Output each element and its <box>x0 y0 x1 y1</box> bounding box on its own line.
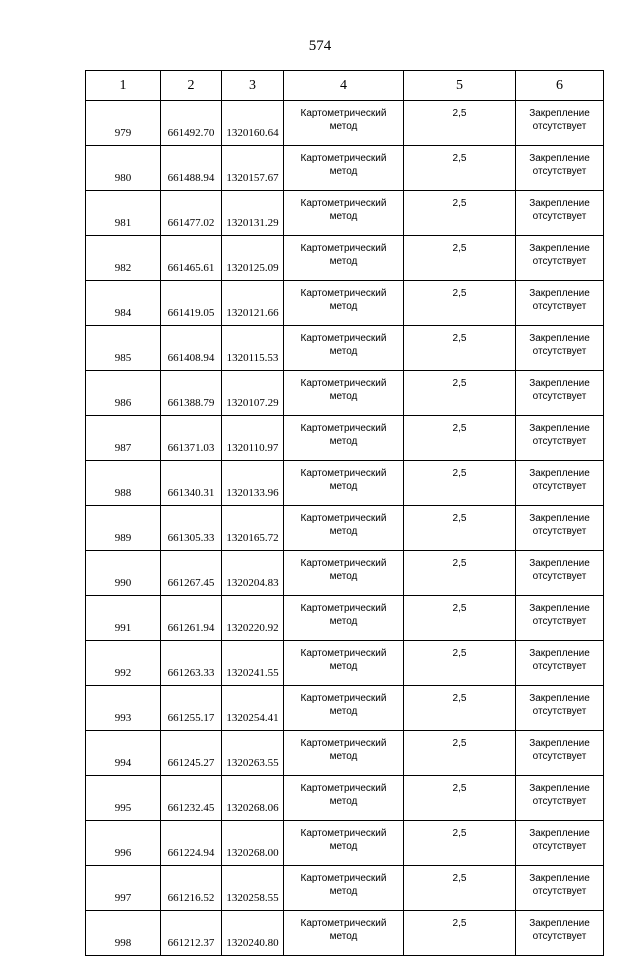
coordinate-y: 1320268.06 <box>222 776 284 821</box>
coordinate-x: 661263.33 <box>161 641 222 686</box>
method-cell <box>284 866 404 911</box>
table-row <box>86 416 604 461</box>
accuracy-cell: 2,5 <box>404 551 516 596</box>
point-number: 979 <box>86 101 161 146</box>
point-number: 993 <box>86 686 161 731</box>
method-line-1: Картометрический <box>300 423 387 434</box>
fixation-line-1: Закрепление <box>529 648 590 659</box>
method-line-2: метод <box>329 661 358 672</box>
table-row <box>86 506 604 551</box>
fixation-line-2: отсутствует <box>532 706 587 717</box>
table-row <box>86 641 604 686</box>
fixation-line-2: отсутствует <box>532 166 587 177</box>
fixation-line-1: Закрепление <box>529 603 590 614</box>
coordinate-y: 1320204.83 <box>222 551 284 596</box>
accuracy-cell: 2,5 <box>404 416 516 461</box>
fixation-cell <box>516 551 604 596</box>
method-line-2: метод <box>329 706 358 717</box>
accuracy-cell: 2,5 <box>404 641 516 686</box>
method-cell <box>284 326 404 371</box>
table-header-row <box>86 71 604 101</box>
table-row <box>86 821 604 866</box>
coordinate-x: 661465.61 <box>161 236 222 281</box>
fixation-line-1: Закрепление <box>529 828 590 839</box>
accuracy-cell: 2,5 <box>404 596 516 641</box>
method-line-1: Картометрический <box>300 378 387 389</box>
fixation-line-2: отсутствует <box>532 886 587 897</box>
method-cell <box>284 416 404 461</box>
method-line-1: Картометрический <box>300 108 387 119</box>
fixation-line-2: отсутствует <box>532 481 587 492</box>
fixation-line-1: Закрепление <box>529 873 590 884</box>
method-line-2: метод <box>329 121 358 132</box>
fixation-line-1: Закрепление <box>529 108 590 119</box>
coordinate-y: 1320125.09 <box>222 236 284 281</box>
method-cell <box>284 146 404 191</box>
fixation-line-1: Закрепление <box>529 378 590 389</box>
point-number: 995 <box>86 776 161 821</box>
coordinate-x: 661212.37 <box>161 911 222 956</box>
coordinate-x: 661261.94 <box>161 596 222 641</box>
fixation-cell <box>516 326 604 371</box>
coordinate-x: 661267.45 <box>161 551 222 596</box>
coordinate-x: 661305.33 <box>161 506 222 551</box>
coordinate-x: 661232.45 <box>161 776 222 821</box>
coordinate-x: 661255.17 <box>161 686 222 731</box>
method-cell <box>284 101 404 146</box>
coordinate-y: 1320115.53 <box>222 326 284 371</box>
table-row <box>86 911 604 956</box>
accuracy-cell: 2,5 <box>404 461 516 506</box>
coordinate-y: 1320131.29 <box>222 191 284 236</box>
fixation-line-1: Закрепление <box>529 153 590 164</box>
coordinate-y: 1320157.67 <box>222 146 284 191</box>
point-number: 997 <box>86 866 161 911</box>
method-line-2: метод <box>329 391 358 402</box>
point-number: 987 <box>86 416 161 461</box>
fixation-cell <box>516 641 604 686</box>
coordinate-x: 661245.27 <box>161 731 222 776</box>
table-row <box>86 686 604 731</box>
method-line-1: Картометрический <box>300 153 387 164</box>
coordinate-x: 661477.02 <box>161 191 222 236</box>
table-row <box>86 461 604 506</box>
fixation-line-2: отсутствует <box>532 121 587 132</box>
method-line-2: метод <box>329 571 358 582</box>
fixation-cell <box>516 146 604 191</box>
fixation-line-1: Закрепление <box>529 558 590 569</box>
column-header: 5 <box>404 71 516 101</box>
fixation-line-2: отсутствует <box>532 211 587 222</box>
method-line-2: метод <box>329 346 358 357</box>
accuracy-cell: 2,5 <box>404 281 516 326</box>
method-line-1: Картометрический <box>300 648 387 659</box>
method-cell <box>284 506 404 551</box>
method-cell <box>284 191 404 236</box>
method-line-2: метод <box>329 931 358 942</box>
point-number: 982 <box>86 236 161 281</box>
fixation-line-2: отсутствует <box>532 346 587 357</box>
coordinate-x: 661419.05 <box>161 281 222 326</box>
method-cell <box>284 551 404 596</box>
fixation-line-1: Закрепление <box>529 693 590 704</box>
coordinate-y: 1320241.55 <box>222 641 284 686</box>
method-line-1: Картометрический <box>300 603 387 614</box>
method-line-2: метод <box>329 301 358 312</box>
fixation-line-2: отсутствует <box>532 301 587 312</box>
method-cell <box>284 911 404 956</box>
coordinate-y: 1320165.72 <box>222 506 284 551</box>
table-row <box>86 146 604 191</box>
fixation-line-1: Закрепление <box>529 918 590 929</box>
fixation-line-1: Закрепление <box>529 783 590 794</box>
fixation-cell <box>516 371 604 416</box>
coordinate-y: 1320263.55 <box>222 731 284 776</box>
method-line-2: метод <box>329 841 358 852</box>
coordinate-y: 1320220.92 <box>222 596 284 641</box>
fixation-cell <box>516 191 604 236</box>
column-header: 4 <box>284 71 404 101</box>
accuracy-cell: 2,5 <box>404 731 516 776</box>
point-number: 980 <box>86 146 161 191</box>
method-cell <box>284 596 404 641</box>
point-number: 991 <box>86 596 161 641</box>
method-cell <box>284 281 404 326</box>
fixation-line-2: отсутствует <box>532 526 587 537</box>
method-line-2: метод <box>329 526 358 537</box>
fixation-line-1: Закрепление <box>529 288 590 299</box>
column-header: 3 <box>222 71 284 101</box>
method-line-1: Картометрический <box>300 468 387 479</box>
point-number: 988 <box>86 461 161 506</box>
method-line-1: Картометрический <box>300 243 387 254</box>
method-line-1: Картометрический <box>300 828 387 839</box>
point-number: 985 <box>86 326 161 371</box>
fixation-line-1: Закрепление <box>529 198 590 209</box>
method-cell <box>284 821 404 866</box>
point-number: 996 <box>86 821 161 866</box>
accuracy-cell: 2,5 <box>404 146 516 191</box>
fixation-cell <box>516 506 604 551</box>
method-line-1: Картометрический <box>300 918 387 929</box>
method-cell <box>284 371 404 416</box>
fixation-line-2: отсутствует <box>532 841 587 852</box>
coordinate-x: 661224.94 <box>161 821 222 866</box>
coordinate-y: 1320121.66 <box>222 281 284 326</box>
table-row <box>86 191 604 236</box>
accuracy-cell: 2,5 <box>404 236 516 281</box>
coordinate-y: 1320110.97 <box>222 416 284 461</box>
coordinate-y: 1320258.55 <box>222 866 284 911</box>
method-cell <box>284 686 404 731</box>
method-line-1: Картометрический <box>300 513 387 524</box>
method-line-2: метод <box>329 616 358 627</box>
method-cell <box>284 776 404 821</box>
coordinate-y: 1320268.00 <box>222 821 284 866</box>
point-number: 989 <box>86 506 161 551</box>
accuracy-cell: 2,5 <box>404 506 516 551</box>
fixation-cell <box>516 281 604 326</box>
fixation-line-1: Закрепление <box>529 423 590 434</box>
table-row <box>86 596 604 641</box>
fixation-line-2: отсутствует <box>532 661 587 672</box>
method-line-2: метод <box>329 211 358 222</box>
table-row <box>86 281 604 326</box>
fixation-line-1: Закрепление <box>529 738 590 749</box>
coordinate-y: 1320133.96 <box>222 461 284 506</box>
coordinate-x: 661216.52 <box>161 866 222 911</box>
method-line-1: Картометрический <box>300 198 387 209</box>
fixation-line-1: Закрепление <box>529 243 590 254</box>
fixation-line-2: отсутствует <box>532 391 587 402</box>
method-line-1: Картометрический <box>300 783 387 794</box>
table-row <box>86 866 604 911</box>
point-number: 984 <box>86 281 161 326</box>
accuracy-cell: 2,5 <box>404 776 516 821</box>
table-row <box>86 551 604 596</box>
fixation-cell <box>516 731 604 776</box>
table-row <box>86 731 604 776</box>
fixation-cell <box>516 911 604 956</box>
coordinate-x: 661388.79 <box>161 371 222 416</box>
fixation-line-1: Закрепление <box>529 468 590 479</box>
method-line-1: Картометрический <box>300 558 387 569</box>
coordinate-x: 661371.03 <box>161 416 222 461</box>
fixation-line-2: отсутствует <box>532 751 587 762</box>
table-row <box>86 101 604 146</box>
fixation-cell <box>516 416 604 461</box>
point-number: 998 <box>86 911 161 956</box>
method-line-1: Картометрический <box>300 873 387 884</box>
method-line-2: метод <box>329 436 358 447</box>
fixation-line-2: отсутствует <box>532 931 587 942</box>
method-line-1: Картометрический <box>300 288 387 299</box>
fixation-cell <box>516 866 604 911</box>
accuracy-cell: 2,5 <box>404 686 516 731</box>
coordinate-x: 661408.94 <box>161 326 222 371</box>
coordinate-y: 1320254.41 <box>222 686 284 731</box>
method-cell <box>284 641 404 686</box>
method-line-2: метод <box>329 481 358 492</box>
method-line-1: Картометрический <box>300 738 387 749</box>
point-number: 994 <box>86 731 161 776</box>
table-body <box>86 101 604 956</box>
fixation-cell <box>516 821 604 866</box>
column-header: 6 <box>516 71 604 101</box>
method-line-1: Картометрический <box>300 693 387 704</box>
table-row <box>86 776 604 821</box>
accuracy-cell: 2,5 <box>404 866 516 911</box>
fixation-line-1: Закрепление <box>529 513 590 524</box>
fixation-line-2: отсутствует <box>532 436 587 447</box>
fixation-cell <box>516 236 604 281</box>
method-line-1: Картометрический <box>300 333 387 344</box>
method-cell <box>284 731 404 776</box>
coordinate-y: 1320107.29 <box>222 371 284 416</box>
method-line-2: метод <box>329 796 358 807</box>
table-row <box>86 236 604 281</box>
fixation-cell <box>516 101 604 146</box>
coordinates-table <box>85 70 604 956</box>
accuracy-cell: 2,5 <box>404 101 516 146</box>
point-number: 986 <box>86 371 161 416</box>
fixation-cell <box>516 776 604 821</box>
column-header: 2 <box>161 71 222 101</box>
method-line-2: метод <box>329 166 358 177</box>
method-cell <box>284 461 404 506</box>
point-number: 992 <box>86 641 161 686</box>
fixation-line-2: отсутствует <box>532 256 587 267</box>
table-row <box>86 326 604 371</box>
accuracy-cell: 2,5 <box>404 326 516 371</box>
accuracy-cell: 2,5 <box>404 371 516 416</box>
fixation-cell <box>516 596 604 641</box>
fixation-cell <box>516 686 604 731</box>
point-number: 981 <box>86 191 161 236</box>
page-number: 574 <box>308 38 332 54</box>
coordinate-x: 661488.94 <box>161 146 222 191</box>
coordinate-y: 1320240.80 <box>222 911 284 956</box>
coordinate-x: 661492.70 <box>161 101 222 146</box>
fixation-line-2: отсутствует <box>532 571 587 582</box>
method-line-2: метод <box>329 886 358 897</box>
fixation-cell <box>516 461 604 506</box>
table-row <box>86 371 604 416</box>
accuracy-cell: 2,5 <box>404 911 516 956</box>
point-number: 990 <box>86 551 161 596</box>
coordinate-x: 661340.31 <box>161 461 222 506</box>
accuracy-cell: 2,5 <box>404 821 516 866</box>
method-line-2: метод <box>329 751 358 762</box>
method-line-2: метод <box>329 256 358 267</box>
fixation-line-2: отсутствует <box>532 796 587 807</box>
fixation-line-2: отсутствует <box>532 616 587 627</box>
fixation-line-1: Закрепление <box>529 333 590 344</box>
accuracy-cell: 2,5 <box>404 191 516 236</box>
column-header: 1 <box>86 71 161 101</box>
method-cell <box>284 236 404 281</box>
coordinate-y: 1320160.64 <box>222 101 284 146</box>
